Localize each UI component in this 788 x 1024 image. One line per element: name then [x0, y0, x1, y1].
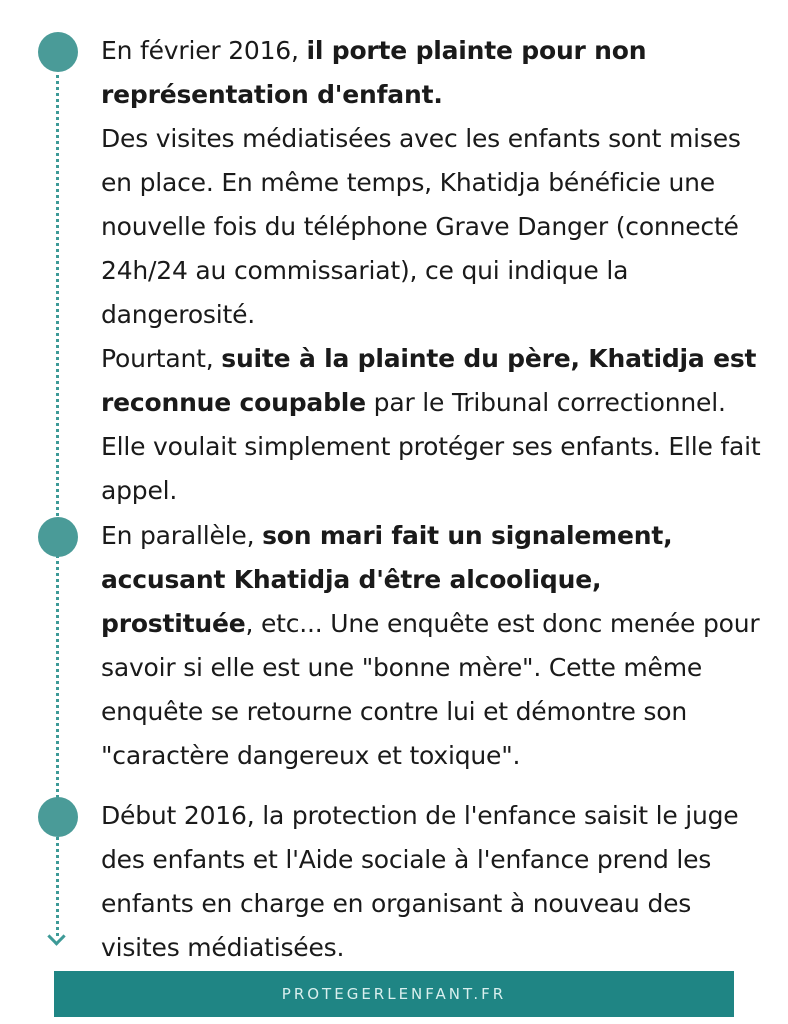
text: , etc... Une enquête est donc menée pour savoir si elle est une "bonne mère". Cette même enquête se retourne contre lui et démontre son "caractère dangereux et toxique".	[101, 609, 760, 770]
bold-text: suite à la plainte du père, Khatidja est reconnue coupable	[101, 344, 757, 417]
footer-website-label: PROTEGERLENFANT.FR	[281, 985, 507, 1003]
text: Pourtant,	[101, 344, 222, 373]
paragraph: Des visites médiatisées avec les enfants sont mises en place. En même temps, Khatidja bénéficie une nouvelle fois du téléphone Grave Danger (connecté 24h/24 au commissariat), ce qui indique la dangerosité.	[101, 124, 741, 329]
timeline-dot-icon	[38, 32, 78, 72]
bold-text: son mari fait un signalement, accusant Khatidja d'être alcoolique, prostituée	[101, 521, 673, 638]
timeline-dot-icon	[38, 797, 78, 837]
text: En parallèle,	[101, 521, 263, 550]
bold-text: il porte plainte pour non représentation d'enfant.	[101, 36, 647, 109]
timeline-entry-2	[101, 514, 761, 778]
arrow-down-icon	[47, 927, 65, 945]
paragraph	[101, 337, 761, 513]
text: par le Tribunal correctionnel. Elle voulait simplement protéger ses enfants. Elle fait appel.	[101, 388, 761, 505]
footer-banner	[54, 971, 734, 1017]
paragraph: Début 2016, la protection de l'enfance saisit le juge des enfants et l'Aide sociale à l'enfance prend les enfants en charge en organisant à nouveau des visites médiatisées.	[101, 801, 739, 962]
timeline-dot-icon	[38, 517, 78, 557]
paragraph	[101, 514, 761, 778]
text: En février 2016,	[101, 36, 307, 65]
timeline-entry-1	[101, 29, 761, 513]
paragraph	[101, 29, 761, 117]
timeline-entry-3	[101, 794, 761, 970]
